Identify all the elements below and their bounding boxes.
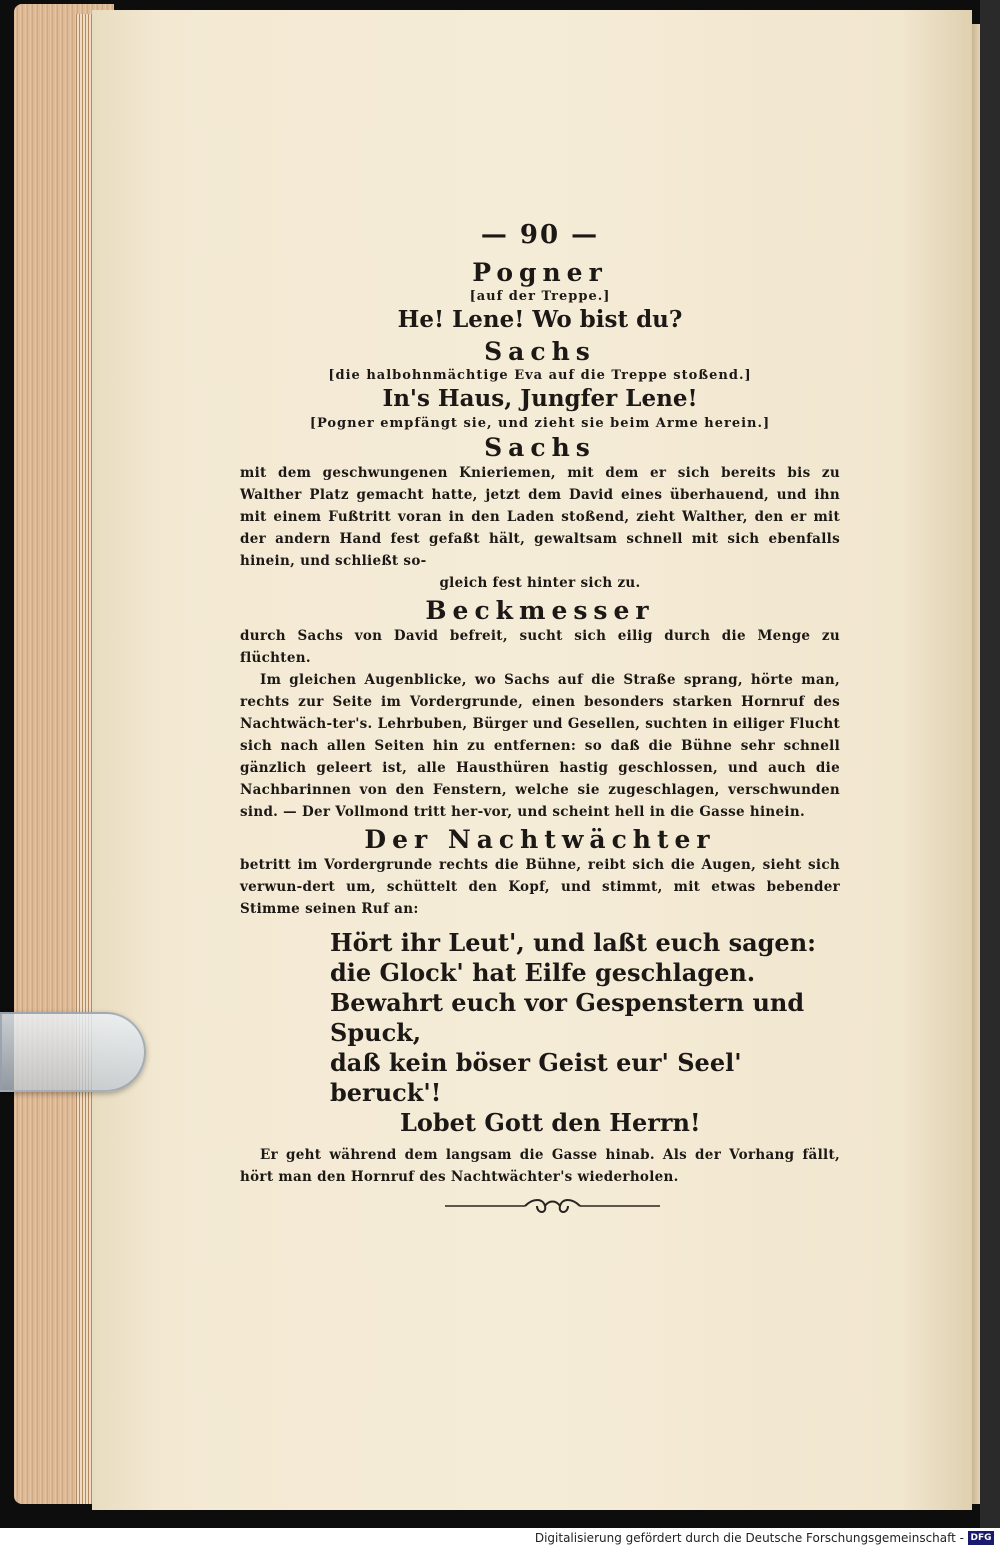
speech-line: He! Lene! Wo bist du? <box>397 306 683 333</box>
speaker-sachs: Sachs <box>484 337 596 366</box>
stage-direction: [die halbohnmächtige Eva auf die Treppe stoßend.] <box>328 368 752 383</box>
song-line: Bewahrt euch vor Gespenstern und Spuck, <box>330 988 805 1047</box>
page-clip <box>0 1012 146 1092</box>
speech-line: In's Haus, Jungfer Lene! <box>382 385 698 412</box>
stage-paragraph-text: mit dem geschwungenen Knieriemen, mit dem er sich bereits bis zu Walther Platz gemacht hatte, jetzt dem David eines überhauend, und ihn mit einem Fußtritt voran in den Laden stoßend, zieht Walther, den er mit der andern Hand fest gefaßt hält, gewaltsam schnell mit sich ebenfalls hinein, und schließt so- <box>240 465 840 569</box>
stage-paragraph-tail: gleich fest hinter sich zu. <box>439 575 641 591</box>
page-text <box>240 220 840 1188</box>
song-line: daß kein böser Geist eur' Seel' beruck'! <box>330 1048 742 1107</box>
funding-credit: Digitalisierung gefördert durch die Deutsche Forschungsgemeinschaft - <box>534 1531 964 1545</box>
page-edges <box>76 14 92 1504</box>
speaker-beckmesser: Beckmesser <box>425 596 655 625</box>
stage-paragraph: betritt im Vordergrunde rechts die Bühne, reibt sich die Augen, sieht sich verwun-dert um, schüttelt den Kopf, und stimmt, mit etwas bebender Stimme seinen Ruf an: <box>240 857 840 917</box>
stage-paragraph: Im gleichen Augenblicke, wo Sachs auf die Straße sprang, hörte man, rechts zur Seite im Vordergrunde, einen besonders starken Hornruf des Nachtwäch-ter's. Lehrbuben, Bürger und Gesellen, suchten in eiliger Flucht sich nach allen Seiten hin zu entfernen: so daß die Bühne sehr schnell gänzlich geleert ist, alle Hausthüren hastig geschlossen, und auch die Nachbarinnen von den Fenstern, welche sie zugeschlagen, verschwunden sind. — Der Vollmond tritt her-vor, und scheint hell in die Gasse hinein. <box>240 672 840 820</box>
stage-direction: [auf der Treppe.] <box>469 289 611 304</box>
song-line: Lobet Gott den Herrn! <box>400 1108 701 1137</box>
ornament-divider <box>445 1194 660 1218</box>
footer-bar <box>0 1528 1000 1549</box>
dfg-logo-icon: DFG <box>968 1531 994 1545</box>
speaker-nachtwaechter: Der Nachtwächter <box>364 825 716 854</box>
stage-direction: [Pogner empfängt sie, und zieht sie beim Arme herein.] <box>309 416 771 431</box>
background-right <box>980 0 1000 1530</box>
stage-paragraph: Er geht während dem langsam die Gasse hinab. Als der Vorhang fällt, hört man den Hornruf des Nachtwächter's wiederholen. <box>240 1147 840 1185</box>
page-number: — 90 — <box>480 220 600 250</box>
speaker-sachs: Sachs <box>484 433 596 462</box>
song-line: die Glock' hat Eilfe geschlagen. <box>330 958 756 987</box>
stage-paragraph <box>240 462 840 594</box>
stage-paragraph: durch Sachs von David befreit, sucht sich eilig durch die Menge zu flüchten. <box>240 628 840 666</box>
song-line: Hört ihr Leut', und laßt euch sagen: <box>330 928 817 957</box>
watchman-song <box>330 928 840 1138</box>
speaker-pogner: Pogner <box>472 258 608 287</box>
